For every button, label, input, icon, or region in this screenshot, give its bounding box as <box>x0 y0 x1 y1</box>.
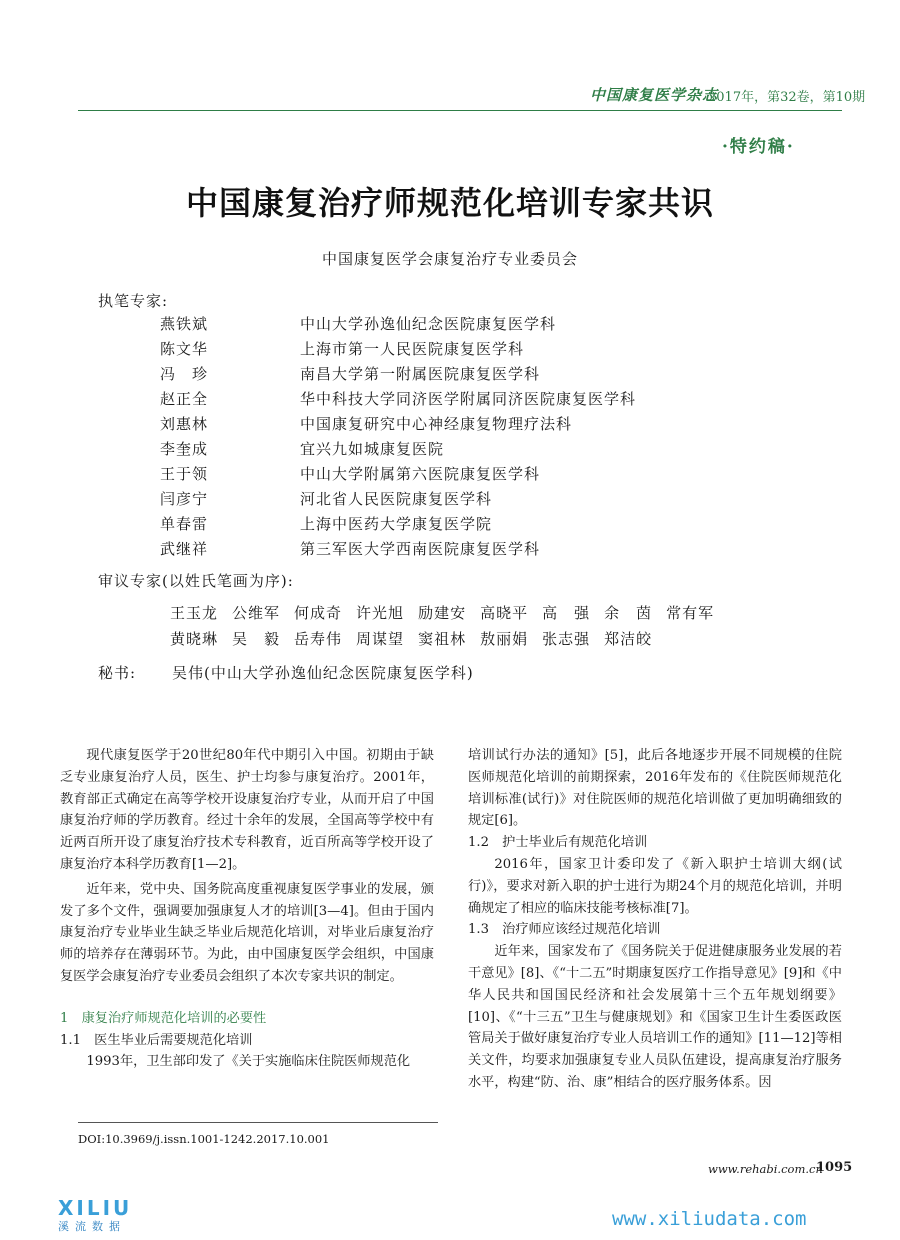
authors-label: 执笔专家: <box>98 292 169 310</box>
author-affiliation: 中山大学孙逸仙纪念医院康复医学科 <box>300 315 557 333</box>
journal-url: www.rehabi.com.cn <box>708 1162 823 1176</box>
reviewer-name: 吴 毅 <box>232 630 281 648</box>
watermark-url: www.xiliudata.com <box>612 1208 807 1230</box>
reviewer-name: 岳寿伟 <box>294 630 343 648</box>
author-affiliation: 宜兴九如城康复医院 <box>300 440 445 458</box>
author-affiliation: 中山大学附属第六医院康复医学科 <box>300 465 541 483</box>
watermark-logo-text: XILIU <box>58 1196 133 1220</box>
author-name: 赵正全 <box>160 390 209 408</box>
author-name: 陈文华 <box>160 340 209 358</box>
author-name: 燕铁斌 <box>160 315 209 333</box>
paragraph: 近年来，党中央、国务院高度重视康复医学事业的发展，颁发了多个文件，强调要加强康复人才的培训[3—4]。但由于国内康复治疗专业毕业生缺乏毕业后规范化培训，对毕业后康复治疗师的培养存在薄弱环节。为此，由中国康复医学会组织，中国康复医学会康复治疗专业委员会组织了本次专家共识的制定。 <box>60 881 434 984</box>
reviewer-name: 周谋望 <box>356 630 405 648</box>
left-column <box>60 745 434 1073</box>
reviewer-name: 励建安 <box>418 604 467 622</box>
author-row <box>0 388 900 413</box>
author-affiliation: 中国康复研究中心神经康复物理疗法科 <box>300 415 573 433</box>
footnote-rule <box>78 1122 438 1123</box>
section-tag: ·特约稿· <box>722 137 795 157</box>
author-affiliation: 第三军医大学西南医院康复医学科 <box>300 540 541 558</box>
authors-list <box>0 313 900 563</box>
reviewers-row <box>170 602 728 623</box>
author-row <box>0 363 900 388</box>
author-name: 闫彦宁 <box>160 490 209 508</box>
reviewers-label: 审议专家(以姓氏笔画为序): <box>98 572 294 590</box>
reviewer-name: 余 茵 <box>604 604 653 622</box>
watermark-logo-sub: 溪流数据 <box>58 1220 126 1233</box>
author-affiliation: 华中科技大学同济医学附属同济医院康复医学科 <box>300 390 637 408</box>
author-row <box>0 538 900 563</box>
subsection-heading: 1.1 医生毕业后需要规范化培训 <box>60 1032 253 1048</box>
reviewer-name: 许光旭 <box>356 604 405 622</box>
reviewer-name: 公维军 <box>232 604 281 622</box>
author-affiliation: 上海中医药大学康复医学院 <box>300 515 493 533</box>
reviewers-row <box>170 628 666 649</box>
organization: 中国康复医学会康复治疗专业委员会 <box>321 250 578 268</box>
author-name: 刘惠林 <box>160 415 209 433</box>
author-name: 武继祥 <box>160 540 209 558</box>
journal-issue: 2017年，第32卷，第10期 <box>708 90 866 105</box>
paragraph: 培训试行办法的通知》[5]，此后各地逐步开展不同规模的住院医师规范化培训的前期探索，2016年发布的《住院医师规范化培训标准(试行)》对住院医师的规范化培训做了更加明确细致的规定[6]。 <box>468 748 842 829</box>
reviewer-name: 郑洁皎 <box>604 630 653 648</box>
author-row <box>0 513 900 538</box>
paragraph: 现代康复医学于20世纪80年代中期引入中国。初期由于缺乏专业康复治疗人员，医生、护士均参与康复治疗。2001年，教育部正式确定在高等学校开设康复治疗专业，从而开启了中国康复治疗师的学历教育。经过十余年的发展，全国高等学校中有近两百所开设了康复治疗技术专科教育，近百所高等学校开设了康复治疗本科学历教育[1—2]。 <box>60 748 434 872</box>
article-title: 中国康复治疗师规范化培训专家共识 <box>185 184 714 222</box>
author-affiliation: 河北省人民医院康复医学科 <box>300 490 493 508</box>
author-row <box>0 438 900 463</box>
reviewer-name: 何成奇 <box>294 604 343 622</box>
subsection-heading: 1.3 治疗师应该经过规范化培训 <box>468 922 661 938</box>
reviewer-name: 窦祖林 <box>418 630 467 648</box>
reviewer-name: 高晓平 <box>480 604 529 622</box>
author-name: 王于领 <box>160 465 209 483</box>
author-name: 李奎成 <box>160 440 209 458</box>
paragraph: 2016年，国家卫计委印发了《新入职护士培训大纲(试行)》，要求对新入职的护士进行为期24个月的规范化培训，并明确规定了相应的临床技能考核标准[7]。 <box>468 856 842 916</box>
author-name: 单春雷 <box>160 515 209 533</box>
secretary: 吴伟(中山大学孙逸仙纪念医院康复医学科) <box>172 664 474 682</box>
reviewer-name: 黄晓琳 <box>170 630 219 648</box>
doi: DOI:10.3969/j.issn.1001-1242.2017.10.001 <box>78 1132 330 1146</box>
author-name: 冯 珍 <box>160 365 209 383</box>
author-row <box>0 338 900 363</box>
paragraph: 1993年，卫生部印发了《关于实施临床住院医师规范化 <box>86 1054 411 1070</box>
paragraph: 近年来，国家发布了《国务院关于促进健康服务业发展的若干意见》[8]、《“十二五”时期康复医疗工作指导意见》[9]和《中华人民共和国国民经济和社会发展第十三个五年规划纲要》[10]、《“十三五”卫生与健康规划》和《国家卫生计生委医政医管局关于做好康复治疗专业人员培训工作的通知》[11—12]等相关文件，均要求加强康复专业人员队伍建设，提高康复治疗服务水平，构建“防、治、康”相结合的医疗服务体系。因 <box>468 944 842 1090</box>
reviewer-name: 敖丽娟 <box>480 630 529 648</box>
author-affiliation: 南昌大学第一附属医院康复医学科 <box>300 365 541 383</box>
author-row <box>0 413 900 438</box>
author-affiliation: 上海市第一人民医院康复医学科 <box>300 340 525 358</box>
watermark-logo <box>58 1198 132 1234</box>
page-number: 1095 <box>816 1160 853 1175</box>
journal-logo: 中国康复医学杂志 <box>590 86 719 104</box>
author-row <box>0 488 900 513</box>
subsection-heading: 1.2 护士毕业后有规范化培训 <box>468 835 648 851</box>
author-row <box>0 463 900 488</box>
reviewer-name: 常有军 <box>666 604 715 622</box>
right-column <box>468 745 842 1094</box>
section-heading: 1 康复治疗师规范化培训的必要性 <box>60 1010 267 1026</box>
reviewer-name: 高 强 <box>542 604 591 622</box>
reviewer-name: 王玉龙 <box>170 604 219 622</box>
reviewer-name: 张志强 <box>542 630 591 648</box>
secretary-label: 秘书: <box>98 664 137 682</box>
author-row <box>0 313 900 338</box>
header-rule <box>78 110 842 111</box>
